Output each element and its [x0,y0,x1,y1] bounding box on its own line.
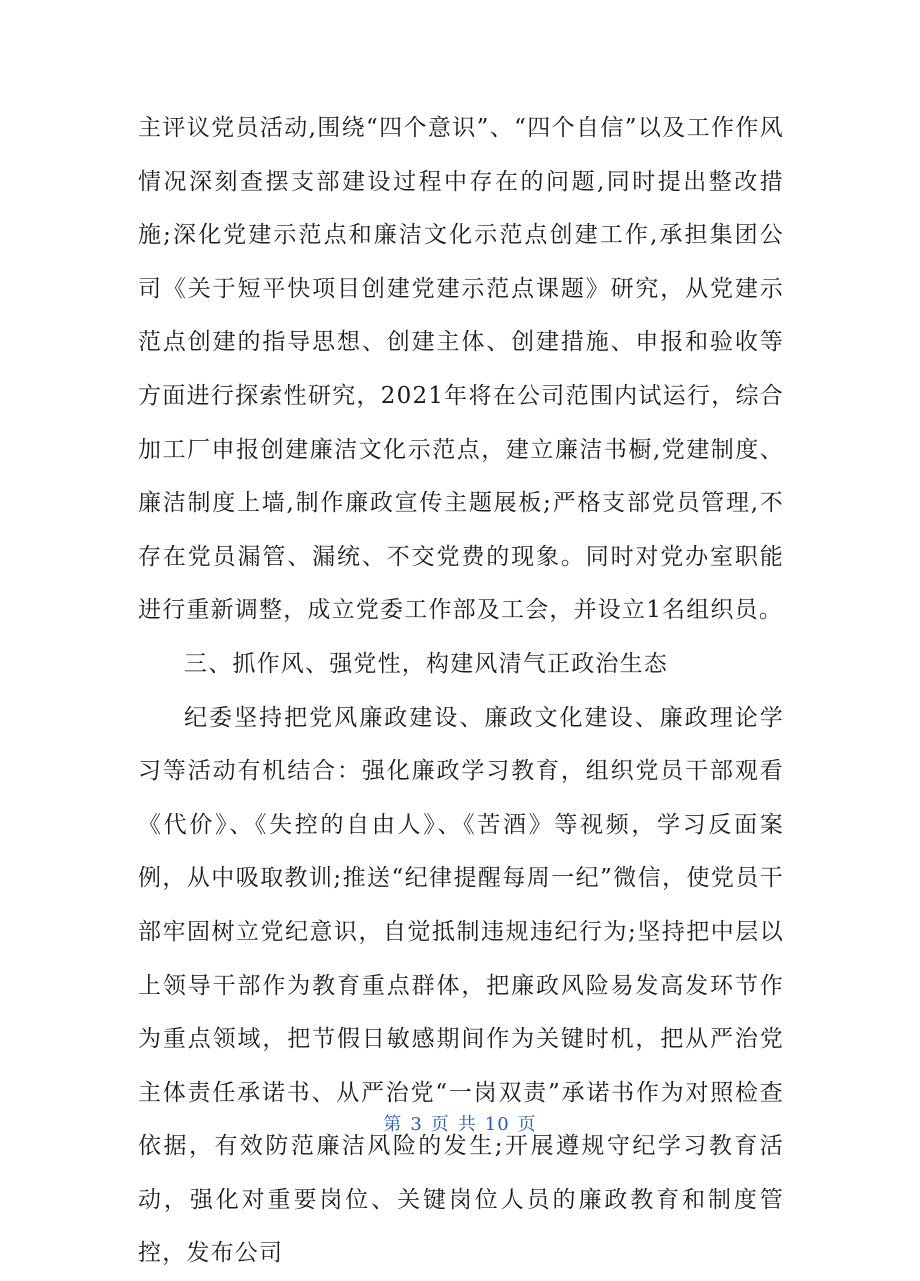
paragraph: 纪委坚持把党风廉政建设、廉政文化建设、廉政理论学习等活动有机结合：强化廉政学习教育，组织党员干部观看《代价》、《失控的自由人》、《苦酒》等视频，学习反面案例，从中吸取教训;推送“纪律提醒每周一纪”微信，使党员干部牢固树立党纪意识，自觉抵制违规违纪行为;坚持把中层以上领导干部作为教育重点群体，把廉政风险易发高发环节作为重点领域，把节假日敏感期间作为关键时机，把从严治党主体责任承诺书、从严治党“一岗双责”承诺书作为对照检查依据，有效防范廉洁风险的发生;开展遵规守纪学习教育活动，强化对重要岗位、关键岗位人员的廉政教育和制度管控，发布公司 [138,704,784,1267]
paragraph-continued: 主评议党员活动,围绕“四个意识”、“四个自信”以及工作作风情况深刻查摆支部建设过程中存在的问题,同时提出整改措施;深化党建示范点和廉洁文化示范点创建工作,承担集团公司《关于短平快项目创建党建示范点课题》研究，从党建示范点创建的指导思想、创建主体、创建措施、申报和验收等方面进行探索性研究，2021年将在公司范围内试运行，综合加工厂申报创建廉洁文化示范点，建立廉洁书橱,党建制度、廉洁制度上墙,制作廉政宣传主题展板;严格支部党员管理,不存在党员漏管、漏统、不交党费的现象。同时对党办室职能进行重新调整，成立党委工作部及工会，并设立1名组织员。 [138,115,784,624]
footer-current-page: 3 [410,1114,423,1135]
footer-gong: 共 [457,1114,477,1135]
section-heading: 三、抓作风、强党性，构建风清气正政治生态 [184,650,668,677]
footer-total-pages: 10 [484,1114,510,1135]
footer-ye: 页 [430,1114,450,1135]
document-body [138,102,784,1281]
footer-di: 第 [383,1114,403,1135]
footer-ye-end: 页 [517,1114,537,1135]
page-footer [0,1110,920,1136]
